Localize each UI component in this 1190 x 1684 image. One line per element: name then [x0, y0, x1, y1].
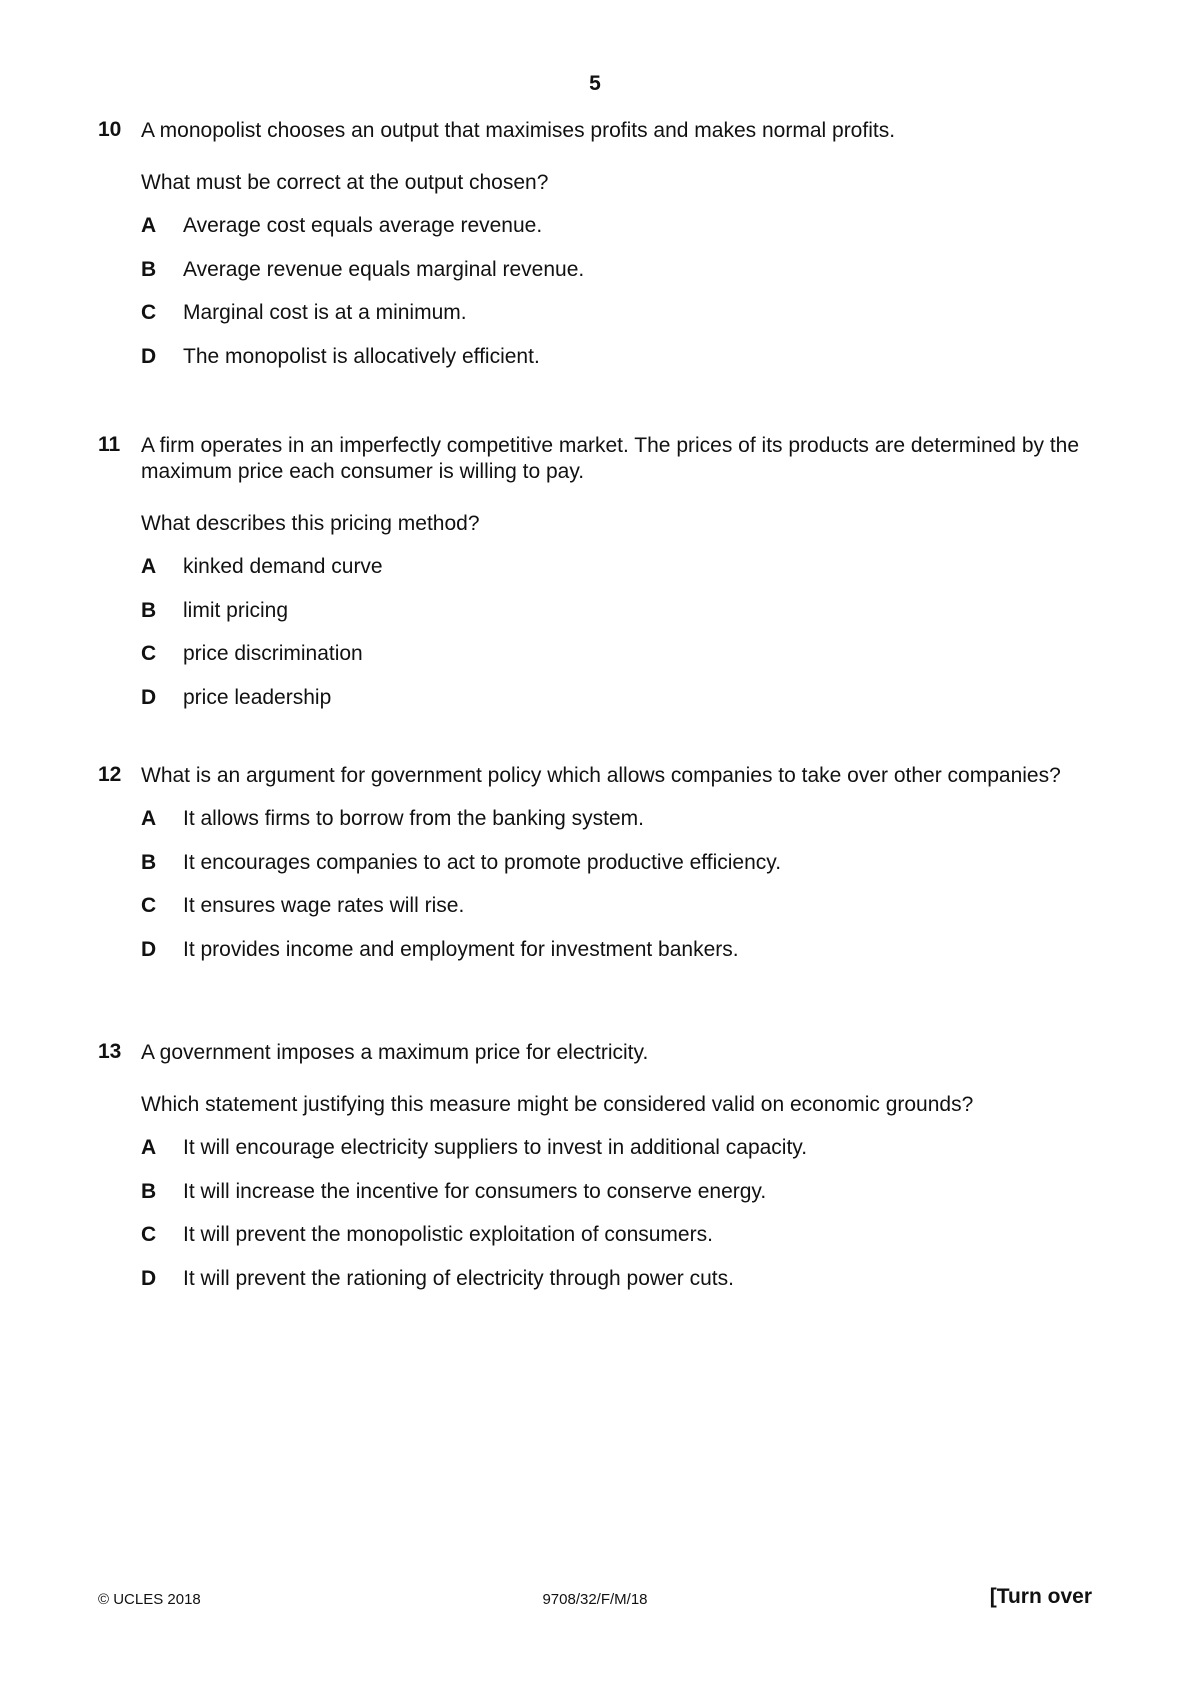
option-letter: C: [141, 642, 157, 665]
option-b: [141, 1179, 1088, 1223]
option-b: [141, 257, 1088, 301]
option-letter: B: [141, 850, 157, 874]
option-text: price discrimination: [183, 642, 363, 665]
page-number: 5: [589, 72, 601, 95]
option-text: Average cost equals average revenue.: [183, 214, 543, 237]
option-letter: C: [141, 1223, 157, 1246]
option-text: limit pricing: [183, 598, 289, 622]
option-d: [141, 685, 1088, 729]
option-letter: A: [141, 807, 157, 830]
question-prompt: Which statement justifying this measure might be considered valid on economic grounds?: [141, 1093, 974, 1116]
option-d: [141, 1266, 1088, 1310]
question-number: 10: [98, 118, 122, 141]
answer-options: [141, 806, 1088, 980]
option-d: [141, 344, 1088, 388]
option-text: It ensures wage rates will rise.: [183, 894, 465, 917]
option-d: [141, 937, 1088, 981]
option-c: [141, 300, 1088, 344]
option-letter: C: [141, 894, 157, 917]
option-c: [141, 641, 1088, 685]
option-letter: B: [141, 257, 157, 281]
question-number: 11: [98, 433, 121, 456]
option-text: kinked demand curve: [183, 555, 383, 578]
option-a: [141, 554, 1088, 598]
option-letter: D: [141, 344, 157, 368]
option-text: It will increase the incentive for consumers to conserve energy.: [183, 1179, 767, 1203]
question-stem: What is an argument for government policy which allows companies to take over other companies?: [141, 764, 1061, 787]
option-b: [141, 850, 1088, 894]
option-text: It provides income and employment for investment bankers.: [183, 937, 739, 961]
option-letter: A: [141, 214, 157, 237]
paper-code: 9708/32/F/M/18: [542, 1591, 648, 1608]
question-stem: A monopolist chooses an output that maximises profits and makes normal profits.: [141, 119, 896, 142]
option-text: It encourages companies to act to promote productive efficiency.: [183, 850, 782, 874]
option-letter: B: [141, 1179, 157, 1203]
option-text: It will prevent the monopolistic exploitation of consumers.: [183, 1223, 713, 1246]
answer-options: [141, 1135, 1088, 1309]
question-number: 12: [98, 763, 122, 786]
option-letter: A: [141, 1136, 157, 1159]
question-13: [98, 1040, 1088, 1309]
option-letter: A: [141, 555, 157, 578]
option-text: Marginal cost is at a minimum.: [183, 301, 467, 324]
question-number: 13: [98, 1040, 122, 1063]
option-letter: D: [141, 1266, 157, 1290]
option-text: It allows firms to borrow from the banking system.: [183, 807, 644, 830]
option-text: It will encourage electricity suppliers to invest in additional capacity.: [183, 1136, 808, 1159]
option-letter: D: [141, 685, 157, 709]
question-prompt: What describes this pricing method?: [141, 512, 480, 535]
option-text: price leadership: [183, 685, 332, 709]
question-stem: A government imposes a maximum price for electricity.: [141, 1041, 649, 1064]
option-a: [141, 1135, 1088, 1179]
option-letter: C: [141, 301, 157, 324]
option-text: It will prevent the rationing of electricity through power cuts.: [183, 1266, 734, 1290]
option-c: [141, 893, 1088, 937]
copyright-notice: © UCLES 2018: [98, 1591, 201, 1608]
answer-options: [141, 554, 1088, 728]
option-letter: D: [141, 937, 157, 961]
question-prompt: What must be correct at the output chosen?: [141, 171, 549, 194]
answer-options: [141, 213, 1088, 387]
question-10: [98, 118, 1088, 387]
option-letter: B: [141, 598, 157, 622]
question-12: [98, 763, 1088, 980]
question-11: [98, 433, 1088, 728]
option-c: [141, 1222, 1088, 1266]
question-stem: A firm operates in an imperfectly competitive market. The prices of its products are determined by the maximum price each consumer is willing to pay.: [141, 434, 1080, 483]
option-text: Average revenue equals marginal revenue.: [183, 257, 585, 281]
option-b: [141, 598, 1088, 642]
turn-over-label: [Turn over: [989, 1585, 1092, 1608]
option-text: The monopolist is allocatively efficient.: [183, 344, 540, 368]
option-a: [141, 806, 1088, 850]
option-a: [141, 213, 1088, 257]
